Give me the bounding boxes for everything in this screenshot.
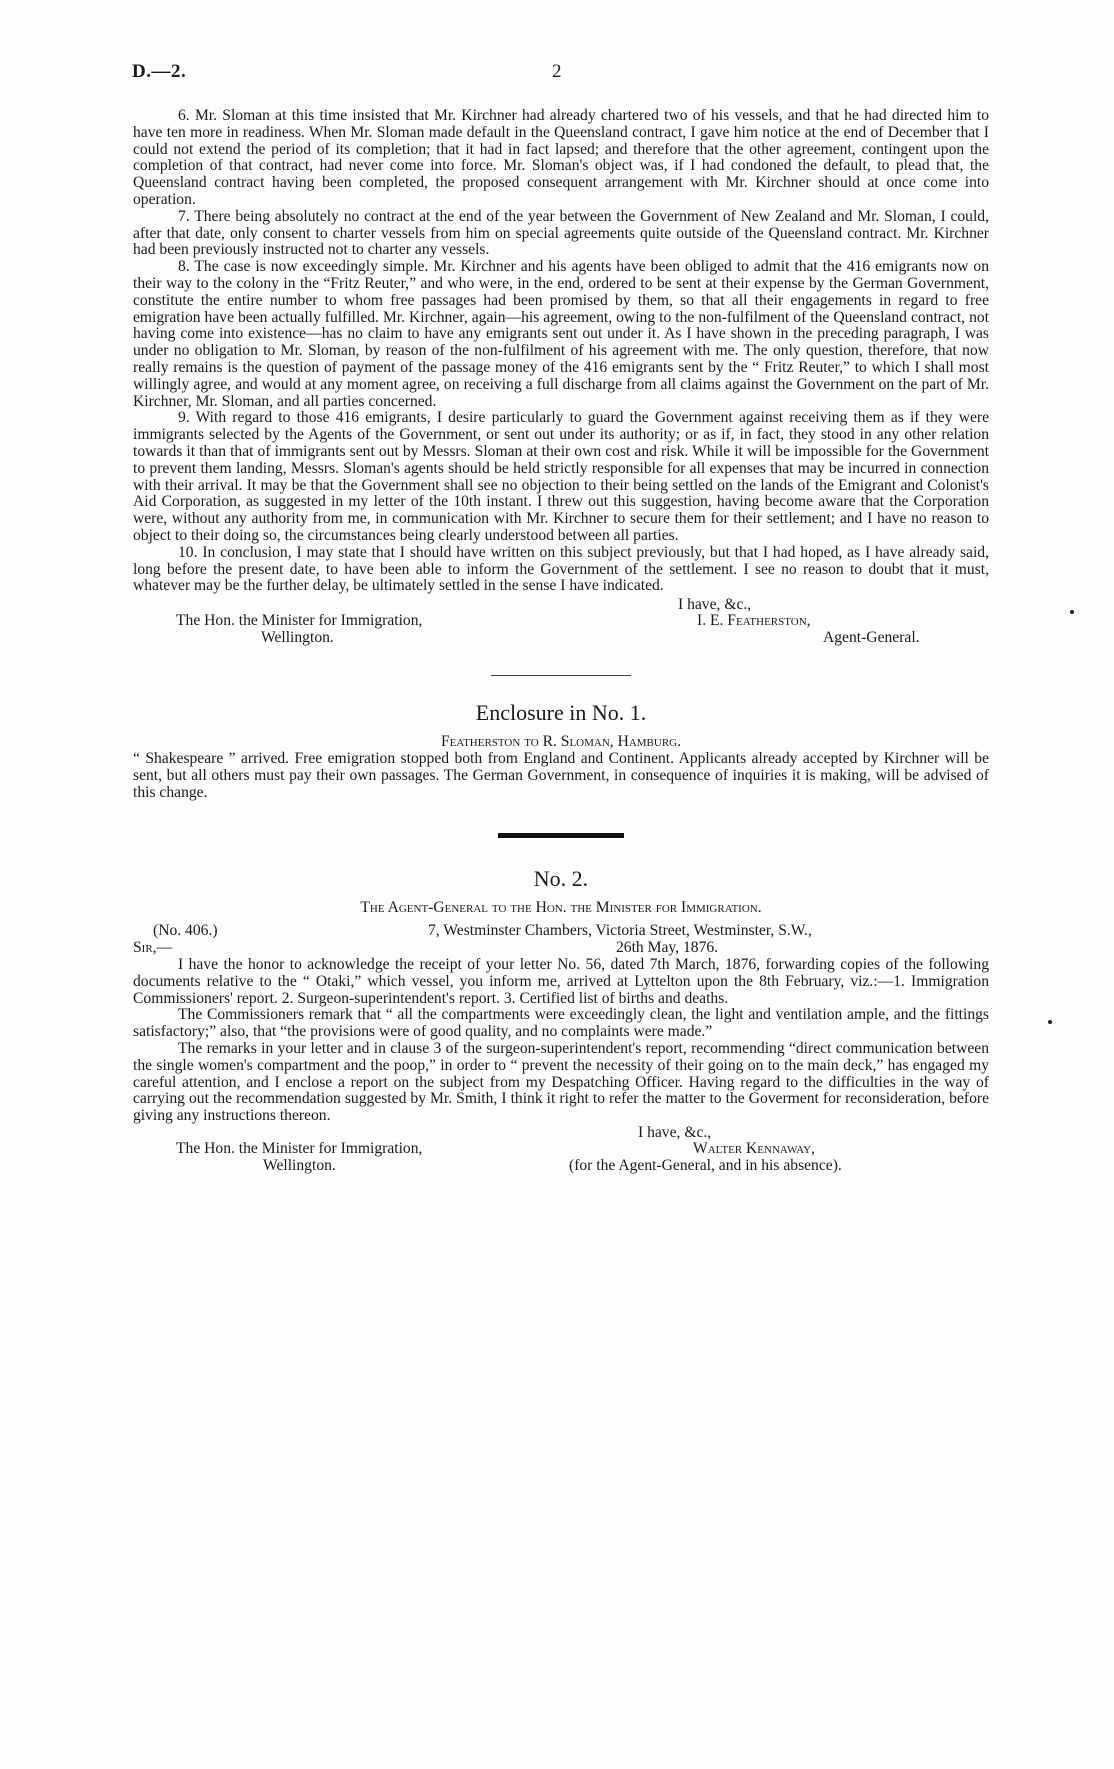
addressee-line1: The Hon. the Minister for Immigration, bbox=[176, 612, 423, 630]
signature-block-2 bbox=[133, 1125, 989, 1177]
no2-paragraph-1: I have the honor to acknowledge the receipt of your letter No. 56, dated 7th March, 1876, forwarding copies of the following documents relative to the “ Otaki,” which vessel, you inform me, arrived at Lyttelton upon the 8th February, viz.:—1. Immigration Commissioners' report. 2. Surgeon-superintendent's report. 3. Certified list of births and deaths. bbox=[133, 956, 989, 1007]
letter-ref: (No. 406.) bbox=[153, 922, 218, 940]
enclosure-heading: Enclosure in No. 1. bbox=[475, 700, 647, 726]
addressee-2-line1: The Hon. the Minister for Immigration, bbox=[176, 1140, 423, 1158]
salutation: Sir,— bbox=[133, 939, 173, 957]
page-header bbox=[132, 61, 992, 88]
no2-subheading: The Agent-General to the Hon. the Minister for Immigration. bbox=[360, 899, 762, 917]
letter-place: 7, Westminster Chambers, Victoria Street, Westminster, S.W., bbox=[428, 922, 812, 940]
no2-paragraph-3: The remarks in your letter and in clause 3 of the surgeon-superintendent's report, recommending “direct communication between the single women's compartment and the poop,” in order to “ prevent the necessity of their going on to the main deck,” has engaged my careful attention, and I enclose a report on the subject from my Despatching Officer. Having regard to the difficulties in the way of carrying out the recommendation suggested by Mr. Smith, I think it right to refer the matter to the Goverment for reconsideration, before giving any instructions thereon. bbox=[133, 1040, 989, 1125]
scan-speck bbox=[1048, 1020, 1052, 1024]
letter-address bbox=[133, 923, 989, 957]
paragraph-7: 7. There being absolutely no contract at the end of the year between the Government of New Zealand and Mr. Sloman, I could, after that date, only consent to charter vessels from him on special agreements quite outside of the Queensland contract. Mr. Kirchner had been previously instructed not to charter any vessels. bbox=[133, 207, 989, 259]
signer-title: Agent-General. bbox=[823, 629, 920, 647]
signature-block-1 bbox=[133, 597, 989, 649]
no2-heading: No. 2. bbox=[533, 866, 589, 892]
page-number: 2 bbox=[552, 61, 562, 82]
addressee-2-line2: Wellington. bbox=[263, 1157, 336, 1175]
divider-thick bbox=[498, 833, 624, 838]
paragraph-10: 10. In conclusion, I may state that I should have written on this subject previously, but that I had hoped, as I have already said, long before the present date, to have been able to inform the Government of the settlement. I see no reason to doubt that it must, whatever may be the further delay, be ultimately settled in the sense I have indicated. bbox=[133, 543, 989, 595]
signer-name: I. E. Featherston, bbox=[697, 612, 811, 630]
document-code: D.—2. bbox=[132, 61, 187, 82]
signer-2-name: Walter Kennaway, bbox=[693, 1140, 815, 1158]
document-body bbox=[133, 108, 989, 1177]
closing-2: I have, &c., bbox=[638, 1124, 712, 1142]
no2-paragraph-2: The Commissioners remark that “ all the compartments were exceedingly clean, the light and ventilation ample, and the fittings satisfactory;” also, that “the provisions were of good quality, and no complaints were made.” bbox=[133, 1006, 989, 1041]
scan-speck bbox=[1070, 610, 1074, 614]
enclosure-subheading: Featherston to R. Sloman, Hamburg. bbox=[440, 733, 682, 751]
letter-date: 26th May, 1876. bbox=[616, 939, 719, 957]
paragraph-9: 9. With regard to those 416 emigrants, I desire particularly to guard the Government against receiving them as if they were immigrants selected by the Agents of the Government, or sent out under its authority; or as if, in fact, they stood in any other relation towards it than that of immigrants sent out by Messrs. Sloman at their own cost and risk. While it will be impossible for the Government to prevent them landing, Messrs. Sloman's agents should be held strictly responsible for all expenses that may be incurred in connection with their arrival. It may be that the Government shall see no objection to their being settled on the lands of the Emigrant and Colonist's Aid Corporation, as suggested in my letter of the 10th instant. I threw out this suggestion, having become aware that the Corporation were, without any authority from me, in communication with Mr. Kirchner to secure them for their settlement; and I have no reason to object to their doing so, the circumstances being clearly understood between all parties. bbox=[133, 409, 989, 544]
enclosure-text: “ Shakespeare ” arrived. Free emigration stopped both from England and Continent. Applicants already accepted by Kirchner will be sent, but all others must pay their own passages. The German Government, in consequence of inquiries it is making, will be advised of this change. bbox=[133, 749, 989, 801]
addressee-line2: Wellington. bbox=[261, 629, 334, 647]
divider-short bbox=[491, 675, 631, 676]
signer-2-note: (for the Agent-General, and in his absence). bbox=[569, 1157, 842, 1175]
paragraph-6: 6. Mr. Sloman at this time insisted that Mr. Kirchner had already chartered two of his vessels, and that he had directed him to have ten more in readiness. When Mr. Sloman made default in the Queensland contract, I gave him notice at the end of December that I could not extend the period of its completion; that it had in fact lapsed; and therefore that the other agreement, contingent upon the completion of that contract, had never come into force. Mr. Sloman's object was, if I had condoned the default, to plead that, the Queensland contract having been completed, the proposed consequent arrangement with Mr. Kirchner should at once come into operation. bbox=[133, 107, 989, 208]
paragraph-8: 8. The case is now exceedingly simple. Mr. Kirchner and his agents have been obliged to admit that the 416 emigrants now on their way to the colony in the “Fritz Reuter,” and who were, in the end, ordered to be sent at their expense by the German Government, constitute the entire number to whom free passages had been promised by them, so that all their engagements in regard to free emigration have been actually fulfilled. Mr. Kirchner, again—his agreement, owing to the non-fulfilment of the Queensland contract, not having come into existence—has no claim to have any emigrants sent out under it. As I have shown in the preceding paragraph, I was under no obligation to Mr. Sloman, by reason of the non-fulfilment of his agreement with me. The only question, therefore, that now really remains is the question of payment of the passage money of the 416 emigrants sent by the “ Fritz Reuter,” to which I shall most willingly agree, and would at any moment agree, on receiving a full discharge from all claims against the Government on the part of Mr. Kirchner, Mr. Sloman, and all parties concerned. bbox=[133, 258, 989, 410]
closing: I have, &c., bbox=[678, 596, 752, 614]
